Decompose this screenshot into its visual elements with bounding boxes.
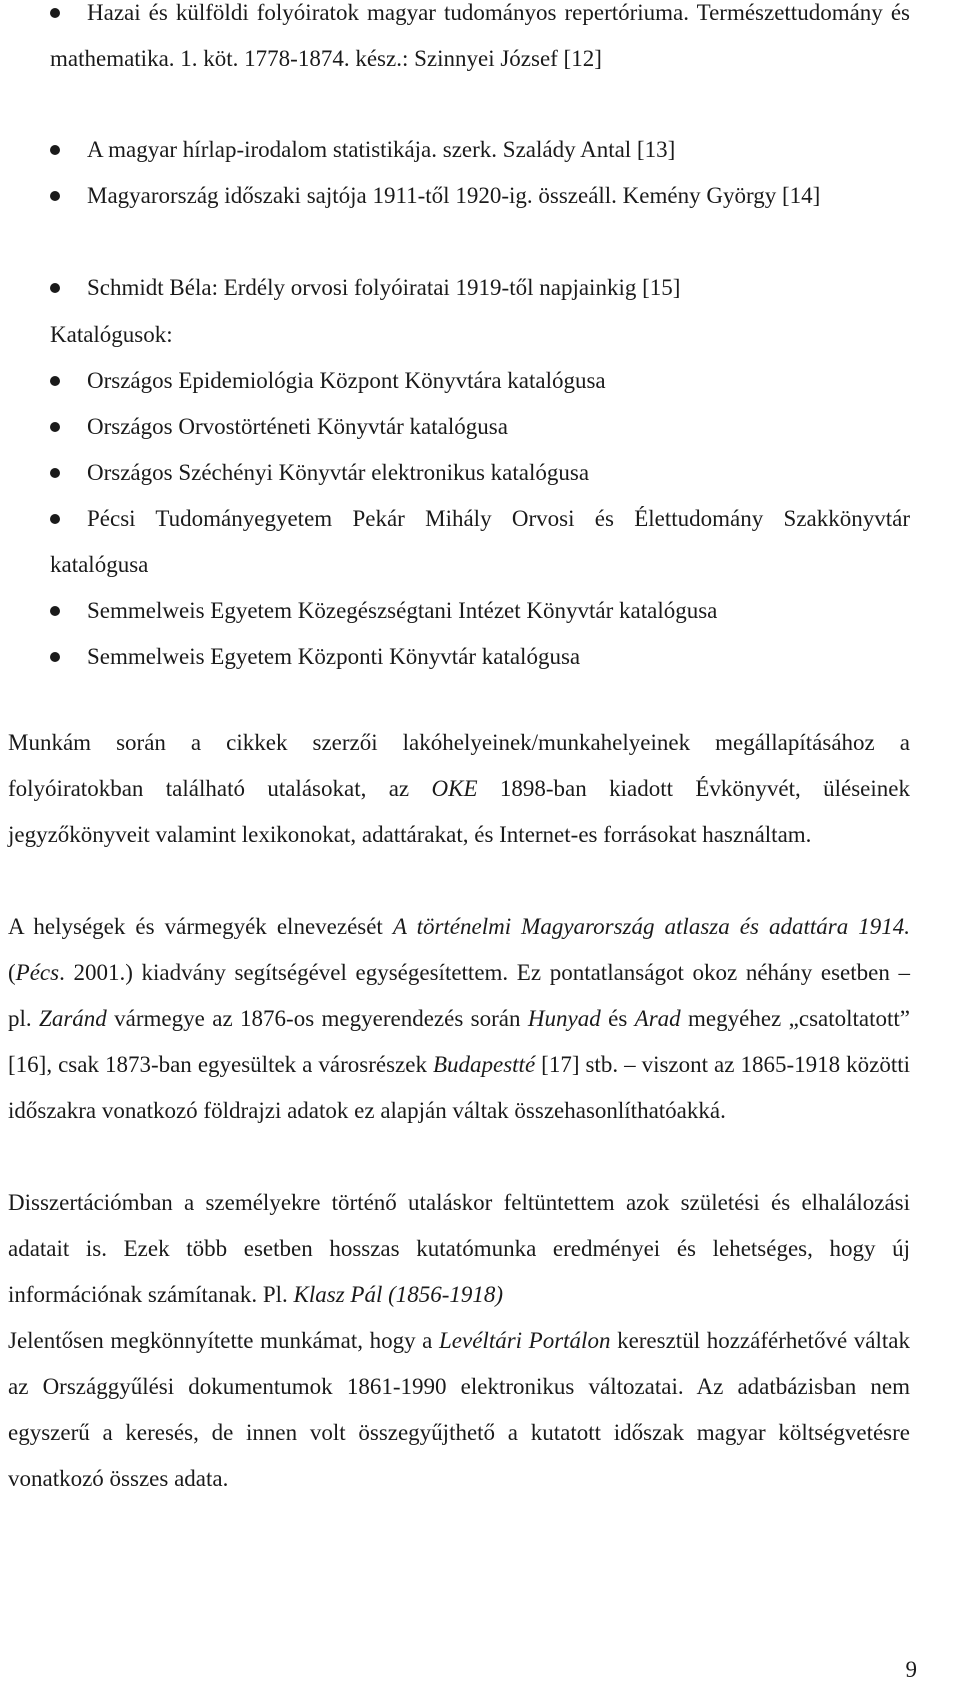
- portal-name: Levéltári Portálon: [439, 1328, 611, 1353]
- source-entry: Hazai és külföldi folyóiratok magyar tudományos repertóriuma. Természettudomány és mathematika. 1. köt. 1778-1874. kész.: Szinnyei József [12]: [50, 0, 910, 71]
- list-item: [50, 0, 910, 82]
- bullet-icon: [50, 191, 60, 201]
- list-item: [50, 358, 910, 404]
- list-item: [50, 450, 910, 496]
- catalog-entry: Országos Epidemiológia Központ Könyvtára katalógusa: [87, 368, 606, 393]
- bullet-icon: [50, 283, 60, 293]
- list-item: [50, 173, 910, 219]
- bullet-icon: [50, 606, 60, 616]
- catalogs-heading: Katalógusok:: [50, 322, 173, 347]
- list-item: [50, 127, 910, 173]
- catalog-entry: Semmelweis Egyetem Közegészségtani Intézet Könyvtár katalógusa: [87, 598, 718, 623]
- bullet-icon: [50, 652, 60, 662]
- source-entry: A magyar hírlap-irodalom statistikája. szerk. Szalády Antal [13]: [87, 137, 676, 162]
- paragraph-methods: Munkám során a cikkek szerzői lakóhelyeinek/munkahelyeinek megállapításához a folyóiratokban található utalásokat, az OKE 1898-ban kiadott Évkönyvét, üléseinek jegyzőkönyveit valamint lexikonokat, adattárakat, és Internet-es forrásokat használtam.: [8, 730, 910, 847]
- list-item: [50, 588, 910, 634]
- bullet-icon: [50, 422, 60, 432]
- catalog-entry: Pécsi Tudományegyetem Pekár Mihály Orvosi és Élettudomány Szakkönyvtár katalógusa: [50, 506, 910, 577]
- oke-abbrev: OKE: [431, 776, 478, 801]
- list-item: [50, 634, 910, 680]
- paragraph-places: A helységek és vármegyék elnevezését A történelmi Magyarország atlasza és adattára 1914. (Pécs. 2001.) kiadvány segítségével egységesítettem. Ez pontatlanságot okoz néhány esetben – pl. Zaránd vármegye az 1876-os megyerendezés során Hunyad és Arad megyéhez „csatoltatott” [16], csak 1873-ban egyesültek a városrészek Budapestté [17] stb. – viszont az 1865-1918 közötti időszakra vonatkozó földrajzi adatok ez alapján váltak összehasonlíthatóakká.: [8, 914, 911, 1123]
- source-entry: Schmidt Béla: Erdély orvosi folyóiratai 1919-től napjainkig [15]: [87, 275, 681, 300]
- bullet-icon: [50, 145, 60, 155]
- example-person: Klasz Pál (1856-1918): [293, 1282, 504, 1307]
- catalog-entry: Országos Széchényi Könyvtár elektronikus katalógusa: [87, 460, 590, 485]
- bullet-icon: [50, 376, 60, 386]
- bullet-icon: [50, 8, 60, 18]
- list-item: [50, 404, 910, 450]
- paragraph-persons: Disszertációmban a személyekre történő utaláskor feltüntettem azok születési és elhalálozási adatait is. Ezek több esetben hosszas kutatómunka eredményei és lehetséges, hogy új információnak számítanak. Pl. Klasz Pál (1856-1918): [8, 1190, 910, 1307]
- bullet-icon: [50, 468, 60, 478]
- catalog-entry: Semmelweis Egyetem Központi Könyvtár katalógusa: [87, 644, 581, 669]
- catalog-entry: Országos Orvostörténeti Könyvtár katalógusa: [87, 414, 508, 439]
- source-entry: Magyarország időszaki sajtója 1911-től 1920-ig. összeáll. Kemény György [14]: [87, 183, 821, 208]
- atlas-title: A történelmi Magyarország atlasza és adattára 1914.: [392, 914, 911, 939]
- bullet-icon: [50, 514, 60, 524]
- list-item: [50, 496, 910, 588]
- page-number: 9: [905, 1657, 917, 1682]
- paragraph-portal: Jelentősen megkönnyítette munkámat, hogy a Levéltári Portálon keresztül hozzáférhetővé váltak az Országgyűlési dokumentumok 1861-1990 elektronikus változatai. Az adatbázisban nem egyszerű a keresés, de innen volt összegyűjthető a kutatott időszak magyar költségvetésre vonatkozó összes adata.: [8, 1328, 910, 1491]
- list-item: [50, 265, 910, 311]
